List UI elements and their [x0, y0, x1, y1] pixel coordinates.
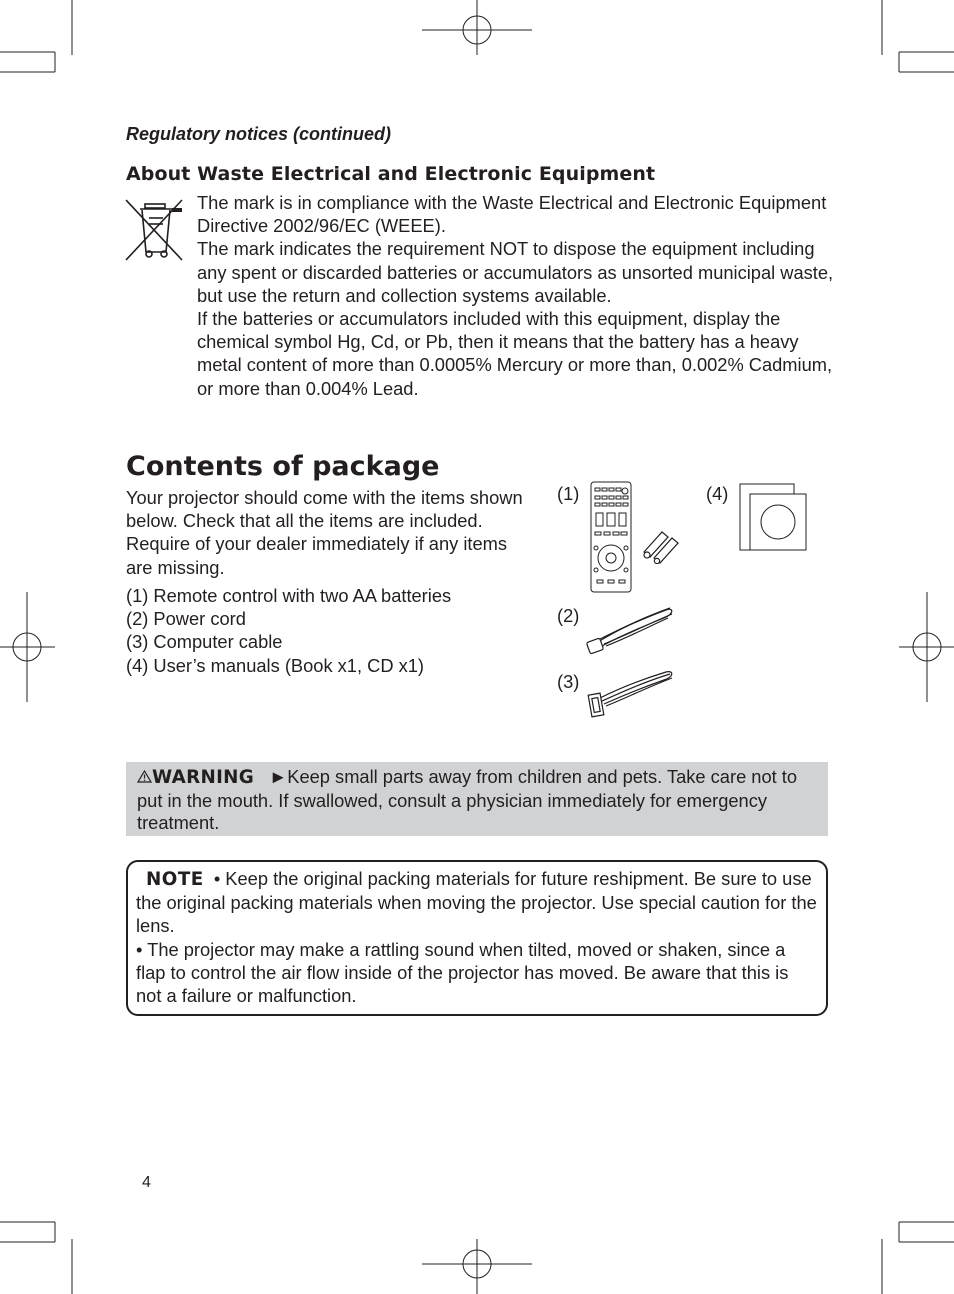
list-item: (1) Remote control with two AA batteries — [126, 585, 452, 606]
weee-paragraph-3: If the batteries or accumulators included with this equipment, display the chemical symbol Hg, Cd, or Pb, then it means that the battery has a heavy metal content of more than 0.0005% Mercury or more than, 0.002% Cadmium, or more than 0.004% Lead. — [197, 308, 833, 399]
note-paragraph-1 — [136, 867, 818, 938]
power-cord-icon — [584, 604, 676, 658]
weee-heading: About Waste Electrical and Electronic Equipment — [126, 163, 656, 185]
list-item: (2) Power cord — [126, 608, 246, 630]
figure-label-3: (3) — [557, 671, 580, 692]
note-text-1: • Keep the original packing materials for future reshipment. Be sure to use the original packing materials when moving the projector. Use special caution for the lens. — [136, 868, 817, 937]
weee-paragraph-1: The mark is in compliance with the Waste Electrical and Electronic Equipment Directive 2002/96/EC (WEEE). — [197, 192, 827, 237]
note-paragraph-2: • The projector may make a rattling sound when tilted, moved or shaken, since a flap to control the air flow inside of the projector has moved. Be aware that this is not a failure or malfunction. — [136, 938, 789, 1007]
warning-label: WARNING — [152, 767, 255, 788]
warning-arrow: ► — [269, 766, 288, 787]
figure-label-1: (1) — [557, 483, 580, 504]
warning-triangle-icon — [137, 770, 152, 783]
warning-box — [126, 762, 828, 836]
contents-items — [126, 584, 546, 677]
note-box — [126, 860, 828, 1016]
page-number: 4 — [142, 1174, 151, 1191]
weee-text — [197, 191, 837, 400]
computer-cable-icon — [584, 668, 676, 722]
manual-book-cd-icon — [738, 480, 808, 554]
remote-control-icon — [588, 480, 636, 596]
list-item: (4) User’s manuals (Book x1, CD x1) — [126, 654, 425, 676]
list-item: (3) Computer cable — [126, 631, 283, 653]
contents-title: Contents of package — [126, 451, 440, 482]
figure-label-4: (4) — [706, 483, 729, 504]
warning-text: Keep small parts away from children and pets. Take care not to put in the mouth. If swallowed, consult a physician immediately for emergency treatment. — [137, 766, 798, 833]
crossed-out-wheelie-bin-icon — [124, 196, 186, 262]
contents-intro: Your projector should come with the items shown below. Check that all the items are included. Require of your dealer immediately if any items are missing. — [126, 487, 523, 578]
figure-label-2: (2) — [557, 605, 580, 626]
aa-batteries-icon — [640, 528, 682, 564]
section-heading: Regulatory notices (continued) — [126, 124, 392, 144]
note-label: NOTE — [146, 869, 204, 890]
weee-paragraph-2: The mark indicates the requirement NOT to dispose the equipment including any spent or discarded batteries or accumulators as unsorted municipal waste, but use the return and collection systems available. — [197, 238, 834, 306]
